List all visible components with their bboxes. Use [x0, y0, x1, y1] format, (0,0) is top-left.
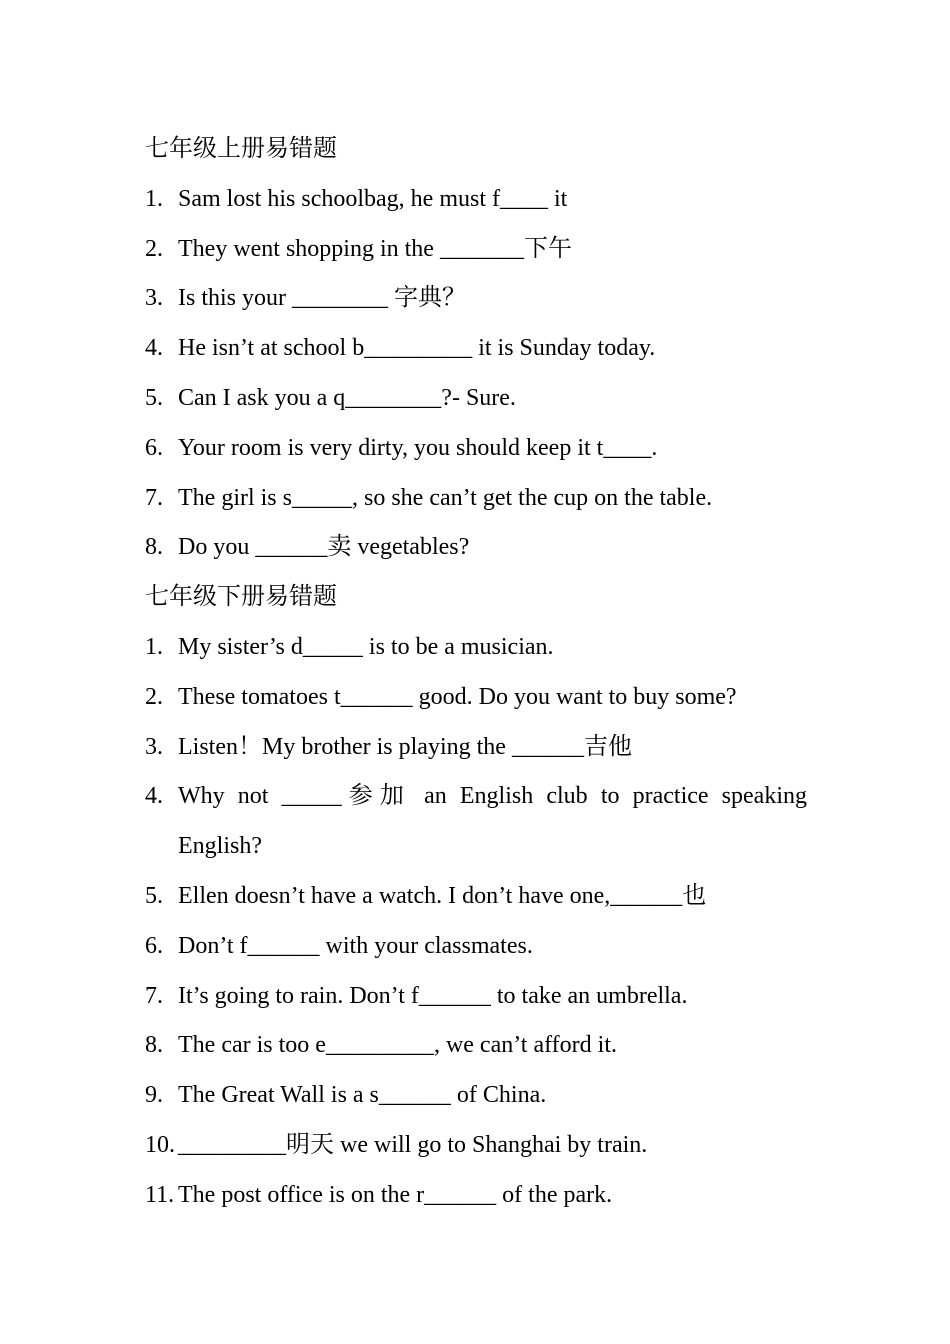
item-text: Can I ask you a q________?- Sure. — [178, 384, 516, 411]
item-number: 6. — [145, 434, 163, 461]
item-number: 4. — [145, 783, 163, 810]
item-number: 9. — [145, 1082, 163, 1109]
exercise-item — [145, 175, 807, 225]
item-text: He isn’t at school b_________ it is Sunday today. — [178, 335, 656, 362]
section-title-grade7-first: 七年级上册易错题 — [145, 136, 337, 162]
item-number: 2. — [145, 235, 163, 262]
item-text: Don’t f______ with your classmates. — [178, 932, 533, 959]
exercise-item — [145, 623, 807, 673]
item-number: 3. — [145, 733, 163, 760]
item-text: The post office is on the r______ of the park. — [178, 1181, 613, 1208]
exercise-item — [145, 922, 807, 972]
exercise-item — [145, 274, 807, 324]
exercise-item — [145, 1071, 807, 1121]
exercise-item — [145, 1021, 807, 1071]
item-number: 1. — [145, 185, 163, 212]
item-number: 8. — [145, 1032, 163, 1059]
item-number: 3. — [145, 285, 163, 312]
exercise-item — [145, 424, 807, 474]
item-number: 2. — [145, 683, 163, 710]
item-text: Sam lost his schoolbag, he must f____ it — [178, 185, 568, 212]
item-number: 5. — [145, 384, 163, 411]
exercise-item — [145, 872, 807, 922]
exercise-item — [145, 523, 807, 573]
exercise-item — [145, 673, 807, 723]
exercise-item — [145, 972, 807, 1022]
item-number: 7. — [145, 484, 163, 511]
item-text: They went shopping in the _______下午 — [178, 235, 572, 262]
item-text: The girl is s_____, so she can’t get the cup on the table. — [178, 484, 713, 511]
exercise-item — [145, 374, 807, 424]
item-number: 6. — [145, 932, 163, 959]
item-number: 7. — [145, 982, 163, 1009]
item-number: 5. — [145, 882, 163, 909]
exercise-item — [145, 1121, 807, 1171]
exercise-item — [145, 723, 807, 773]
item-text: Do you ______卖 vegetables? — [178, 534, 470, 561]
item-number: 8. — [145, 534, 163, 561]
exercise-item — [145, 474, 807, 524]
item-text: The Great Wall is a s______ of China. — [178, 1082, 547, 1109]
item-number: 10. — [145, 1131, 175, 1158]
exercise-item — [145, 324, 807, 374]
exercise-item — [145, 1171, 807, 1221]
exercise-item — [145, 225, 807, 275]
item-text: Why not _____参加 an English club to practice speaking English? — [178, 783, 807, 860]
section-title-grade7-second: 七年级下册易错题 — [145, 584, 337, 611]
document-page — [145, 125, 807, 1221]
item-text: _________明天 we will go to Shanghai by train. — [178, 1131, 648, 1158]
item-text: Listen！My brother is playing the ______吉他 — [178, 733, 632, 760]
item-text: It’s going to rain. Don’t f______ to take an umbrella. — [178, 982, 688, 1009]
item-number: 4. — [145, 335, 163, 362]
item-text: Is this your ________ 字典？ — [178, 285, 466, 312]
item-text: My sister’s d_____ is to be a musician. — [178, 633, 554, 660]
item-text: Ellen doesn’t have a watch. I don’t have one,______也 — [178, 882, 707, 909]
item-number: 11. — [145, 1181, 175, 1208]
item-text: Your room is very dirty, you should keep it t____. — [178, 434, 658, 461]
item-text: The car is too e_________, we can’t afford it. — [178, 1032, 617, 1059]
item-number: 1. — [145, 633, 163, 660]
item-text: These tomatoes t______ good. Do you want to buy some? — [178, 683, 737, 710]
exercise-item — [145, 772, 807, 872]
